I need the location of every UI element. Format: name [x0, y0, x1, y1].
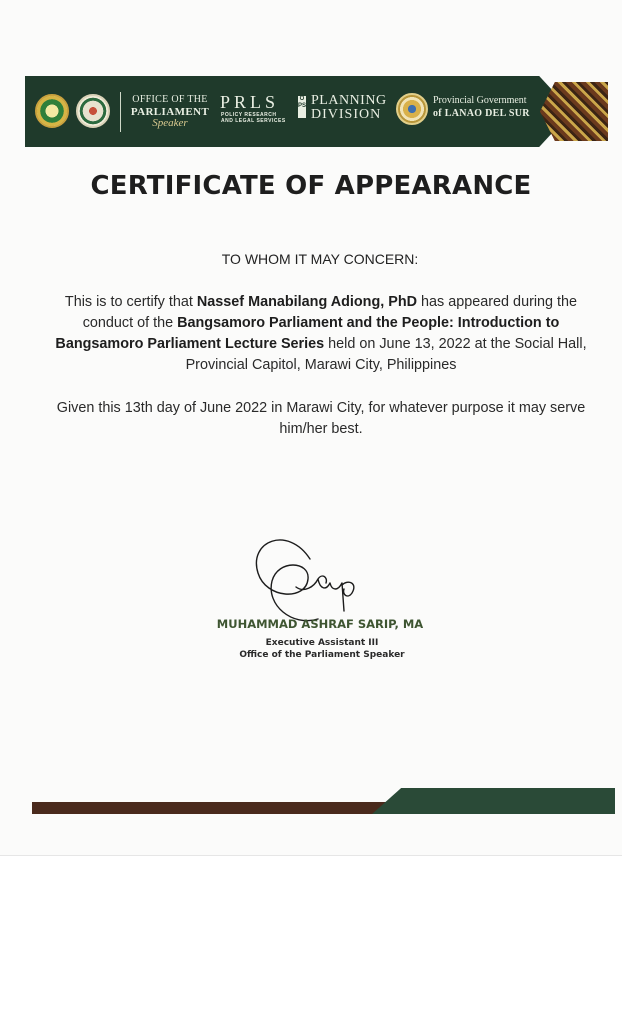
recipient-name: Nassef Manabilang Adiong, PhD [196, 294, 418, 310]
bangsamoro-seal-icon [35, 94, 69, 128]
given-paragraph: Given this 13th day of June 2022 in Marawi City, for whatever purpose it may serve him/her best. [56, 400, 586, 437]
header-divider [120, 92, 121, 132]
prls-sub2: AND LEGAL SERVICES [221, 118, 286, 124]
signatory-office: Office of the Parliament Speaker [239, 650, 405, 660]
prls-subtitle [221, 112, 286, 124]
p1-a: This is to certify that [64, 294, 197, 310]
province-line1: Provincial Government [433, 95, 527, 106]
planning-line1: PLANNING [311, 93, 387, 108]
province-line2: of LANAO DEL SUR [433, 108, 530, 119]
signatory-name: MUHAMMAD ASHRAF SARIP, MA [216, 617, 424, 631]
prls-title: PRLS [220, 92, 280, 112]
salutation: TO WHOM IT MAY CONCERN: [221, 251, 419, 267]
certificate-title: CERTIFICATE OF APPEARANCE [90, 171, 532, 201]
planning-line2: DIVISION [311, 107, 382, 122]
office-line3: Speaker [152, 117, 188, 129]
signatory-position: Executive Assistant III [265, 638, 379, 648]
page-edge [0, 855, 622, 856]
footer-brown-band [32, 802, 392, 814]
certification-paragraph [52, 292, 590, 376]
ops-text: OPS [298, 96, 307, 109]
ops-label [298, 96, 306, 118]
p1-b: has appeared during the conduct of the [82, 294, 578, 331]
prls-sub1: POLICY RESEARCH [221, 112, 277, 118]
event-name: Bangsamoro Parliament and the People: Introduction to Bangsamoro Parliament Lecture Series [55, 315, 560, 352]
office-line2: PARLIAMENT [130, 106, 210, 118]
footer-green-band [372, 788, 615, 814]
office-line1: OFFICE OF THE [132, 94, 208, 105]
lanao-del-sur-seal-icon [396, 93, 428, 125]
p1-c: held on June 13, 2022 at the Social Hall, Provincial Capitol, Marawi City, Philippines [185, 336, 587, 373]
parliament-seal-icon [76, 94, 110, 128]
